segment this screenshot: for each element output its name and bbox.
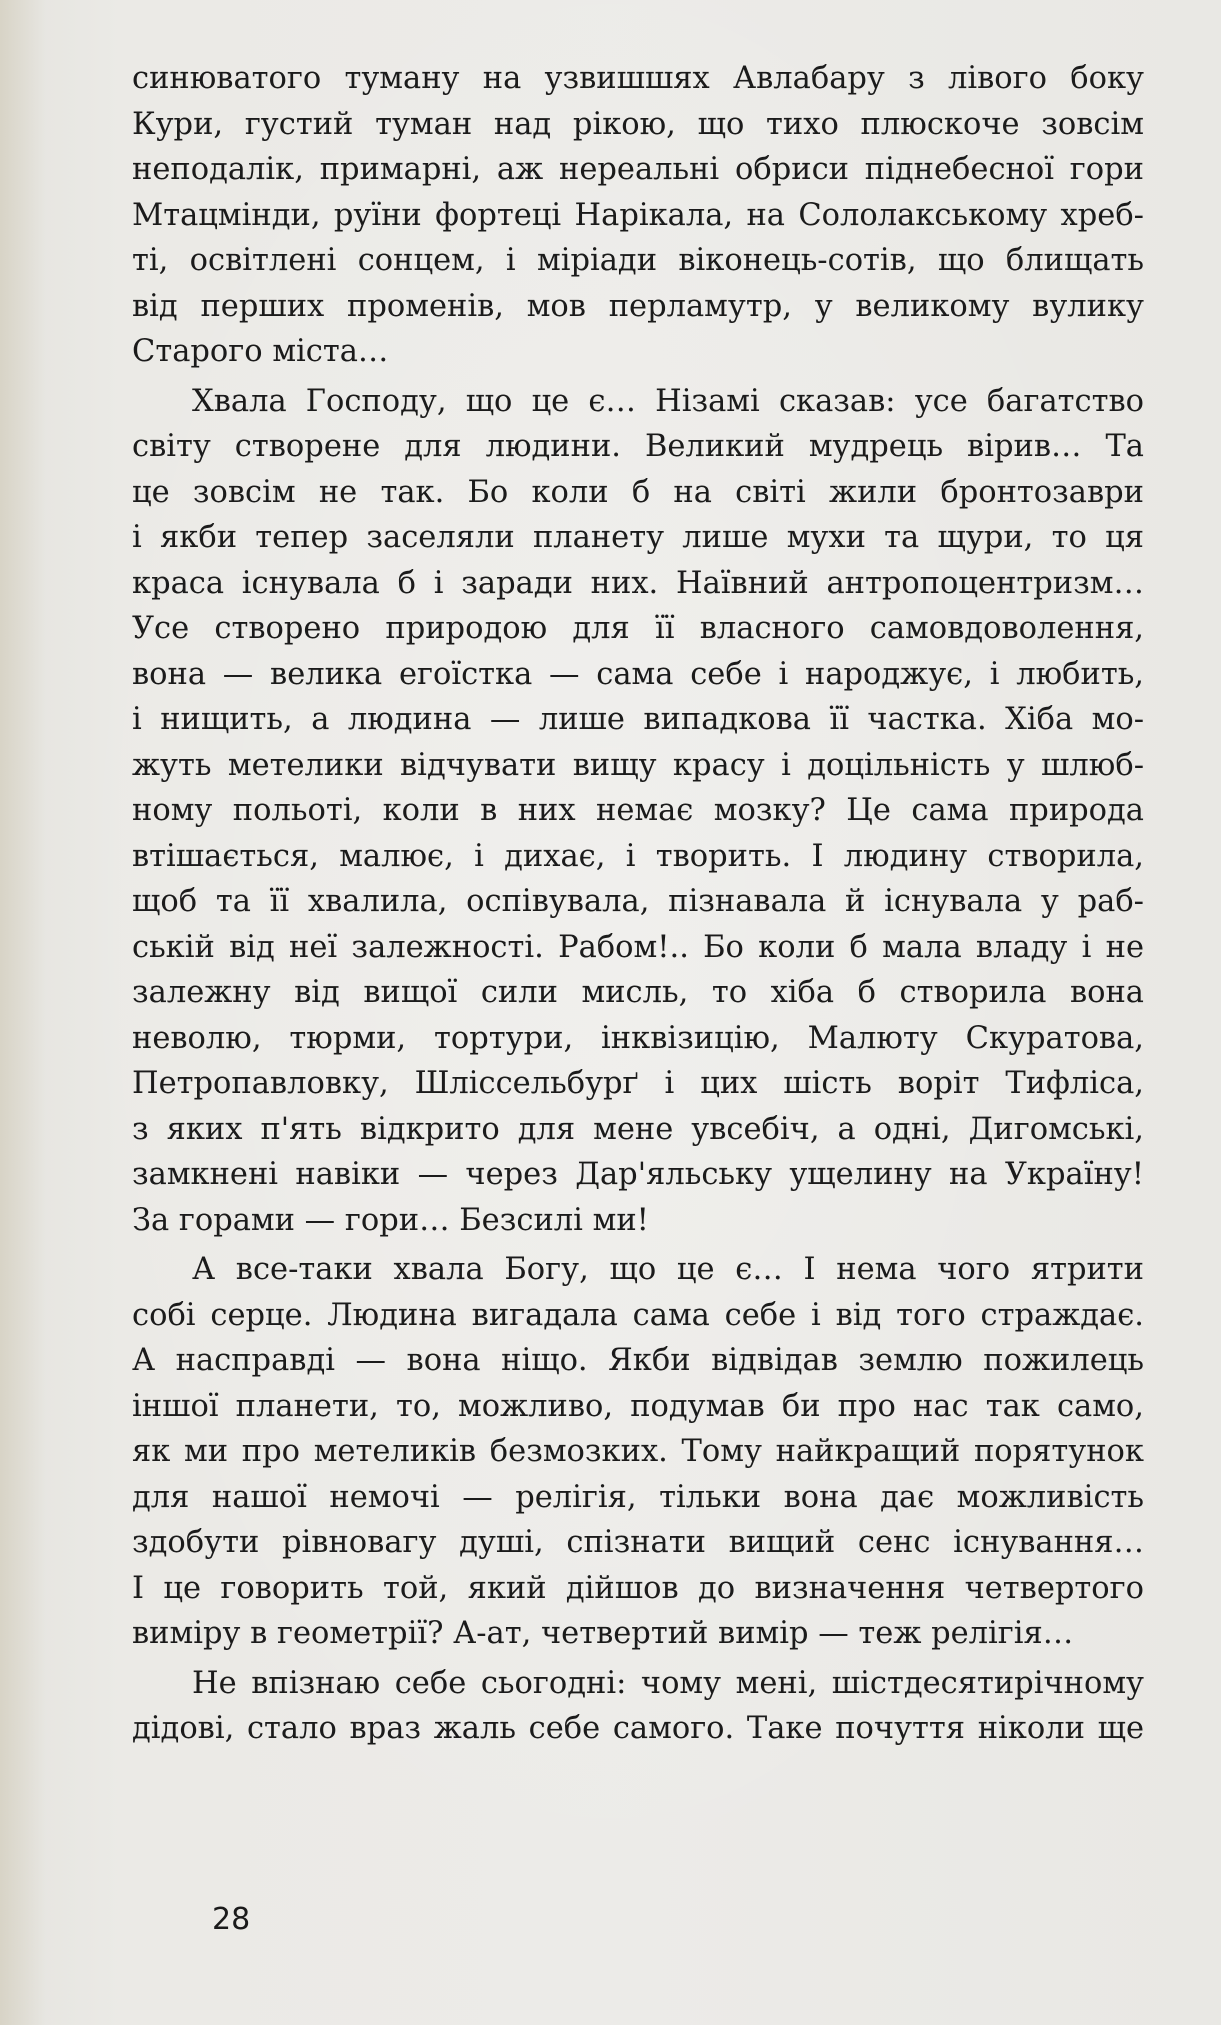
text-line: залежну від вищої сили мисль, то хіба б створила вона	[132, 975, 1144, 1010]
text-line: синюватого туману на узвишшях Авлабару з лівого боку	[132, 61, 1144, 96]
text-line: для нашої немочі — релігія, тільки вона дає можливість	[132, 1479, 1144, 1515]
text-line: За горами — гори… Безсилі ми!	[132, 1202, 649, 1238]
text-line: Хвала Господу, що це є… Нізамі сказав: усе багатство	[192, 383, 1144, 419]
text-line: Кури, густий туман над рікою, що тихо плюскоче зовсім	[132, 106, 1144, 142]
text-line: ській від неї залежності. Рабом!.. Бо коли б мала владу і не	[132, 929, 1144, 965]
text-line: Мтацмінди, руїни фортеці Нарікала, на Сололакському хреб-	[132, 197, 1144, 233]
text-line: вона — велика егоїстка — сама себе і народжує, і любить,	[132, 656, 1144, 692]
text-line: іншої планети, то, можливо, подумав би про нас так само,	[132, 1388, 1144, 1424]
text-line: від перших променів, мов перламутр, у великому вулику	[132, 288, 1144, 324]
text-line: ному польоті, коли в них немає мозку? Це сама природа	[132, 793, 1144, 828]
text-line: здобути рівновагу душі, спізнати вищий сенс існування…	[132, 1525, 1144, 1560]
text-line: неволю, тюрми, тортури, інквізицію, Малюту Скуратова,	[132, 1020, 1144, 1056]
text-line: виміру в геометрії? А-ат, четвертий вимір — теж релігія…	[132, 1616, 1074, 1651]
text-line: це зовсім не так. Бо коли б на світі жили бронтозаври	[132, 474, 1144, 510]
text-line: втішається, малює, і дихає, і творить. І людину створила,	[132, 838, 1144, 874]
page-gutter-shadow	[0, 0, 46, 2025]
text-line: ті, освітлені сонцем, і міріади віконець-сотів, що блищать	[132, 243, 1144, 278]
text-line: і якби тепер заселяли планету лише мухи та щури, то ця	[132, 520, 1144, 555]
text-line: жуть метелики відчувати вищу красу і доцільність у шлюб-	[132, 747, 1144, 783]
text-line: дідові, стало враз жаль себе самого. Таке почуття ніколи ще	[132, 1711, 1144, 1746]
text-line: І це говорить той, який дійшов до визначення четвертого	[132, 1570, 1144, 1606]
text-line: з яких п'ять відкрито для мене увсебіч, а одні, Дигомські,	[132, 1111, 1144, 1147]
text-line: неподалік, примарні, аж нереальні обриси піднебесної гори	[132, 152, 1144, 187]
page-number: 28	[212, 1902, 251, 1937]
text-line: А все-таки хвала Богу, що це є… І нема чого ятрити	[192, 1252, 1144, 1287]
text-line: світу створене для людини. Великий мудрець вірив… Та	[132, 429, 1144, 464]
text-line: як ми про метеликів безмозких. Тому найкращий порятунок	[132, 1434, 1144, 1469]
text-line: і нищить, а людина — лише випадкова її частка. Хіба мо-	[132, 702, 1144, 737]
text-line: Усе створено природою для її власного самовдоволення,	[132, 611, 1144, 646]
text-line: Старого міста…	[132, 334, 389, 369]
text-line: Не впізнаю себе сьогодні: чому мені, шістдесятирічному	[192, 1665, 1144, 1701]
body-text	[132, 56, 1144, 1752]
text-line: щоб та її хвалила, оспівувала, пізнавала й існувала у раб-	[132, 884, 1144, 919]
text-line: краса існувала б і заради них. Наївний антропоцентризм…	[132, 565, 1144, 601]
text-line: А насправді — вона ніщо. Якби відвідав землю пожилець	[132, 1343, 1144, 1378]
text-line: Петропавловку, Шліссельбурґ і цих шість воріт Тифліса,	[132, 1066, 1144, 1101]
text-line: замкнені навіки — через Дар'яльську ущелину на Україну!	[132, 1157, 1144, 1192]
text-line: собі серце. Людина вигадала сама себе і від того страждає.	[132, 1297, 1144, 1333]
